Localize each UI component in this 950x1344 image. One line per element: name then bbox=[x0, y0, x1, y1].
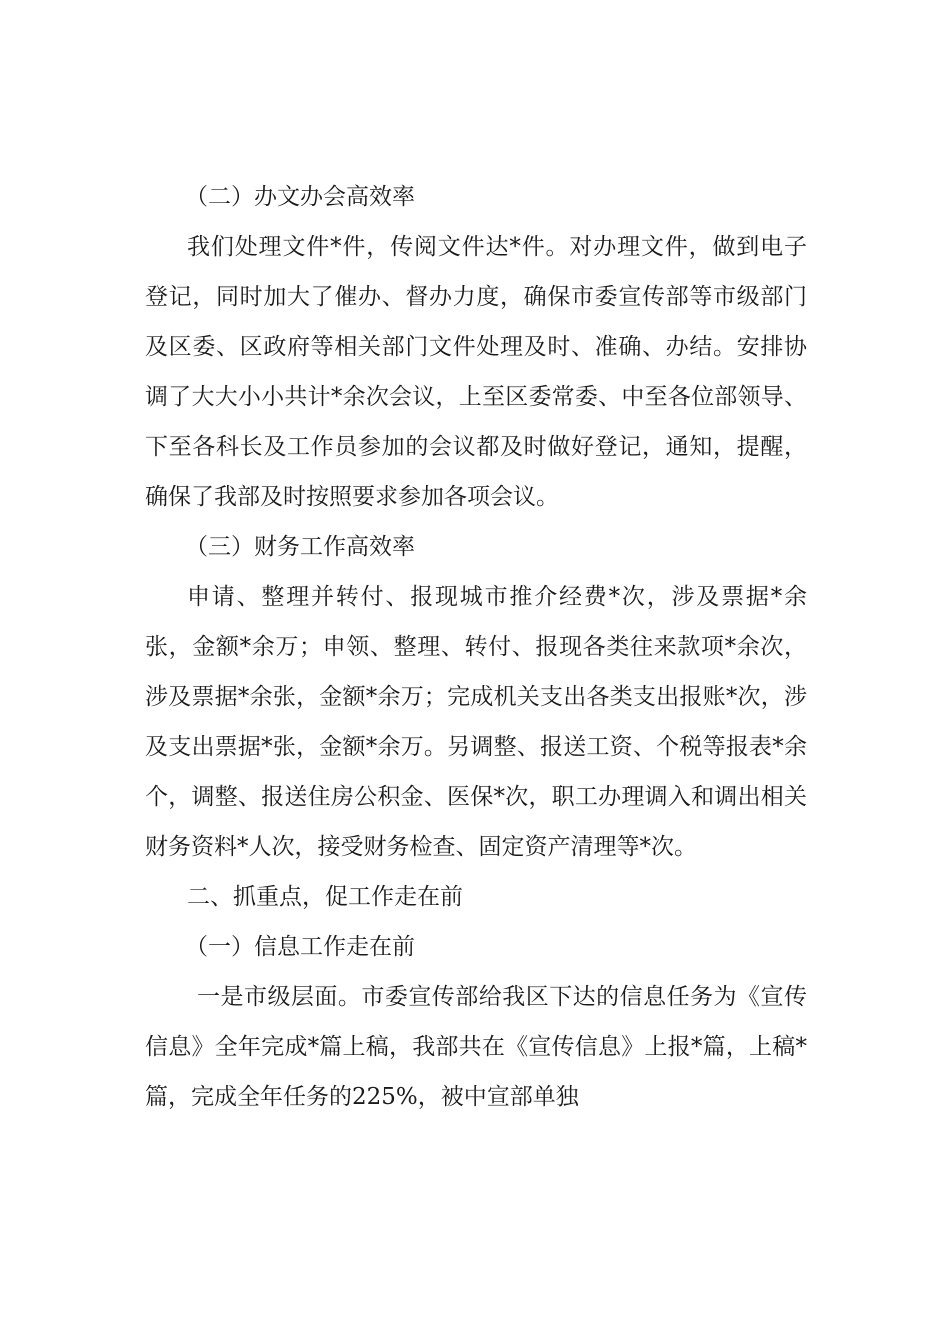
section-heading-information-work: （一）信息工作走在前 bbox=[185, 934, 415, 960]
paragraph-finance-work: 申请、整理并转付、报现城市推介经费*次，涉及票据*余张，金额*余万；申领、整理、转付、报现各类往来款项*余次，涉及票据*余张，金额*余万；完成机关支出各类支出报账*次，涉及支出票据*张，金额*余万。另调整、报送工资、个税等报表*余个，调整、报送住房公积金、医保*次，职工办理调入和调出相关财务资料*人次，接受财务检查、固定资产清理等*次。 bbox=[145, 584, 807, 860]
document-body bbox=[145, 172, 807, 1122]
section-heading-finance-efficiency: （三）财务工作高效率 bbox=[185, 534, 415, 560]
paragraph-office-work: 我们处理文件*件，传阅文件达*件。对办理文件，做到电子登记，同时加大了催办、督办力度，确保市委宣传部等市级部门及区委、区政府等相关部门文件处理及时、准确、办结。安排协调了大大小小共计*余次会议，上至区委常委、中至各位部领导、下至各科长及工作员参加的会议都及时做好登记，通知，提醒，确保了我部及时按照要求参加各项会议。 bbox=[145, 234, 807, 510]
section-heading-office-efficiency: （二）办文办会高效率 bbox=[185, 184, 415, 210]
paragraph-information-work: 一是市级层面。市委宣传部给我区下达的信息任务为《宣传信息》全年完成*篇上稿，我部共在《宣传信息》上报*篇，上稿*篇，完成全年任务的225%，被中宣部单独 bbox=[145, 984, 807, 1110]
main-heading-key-points: 二、抓重点，促工作走在前 bbox=[187, 884, 463, 910]
